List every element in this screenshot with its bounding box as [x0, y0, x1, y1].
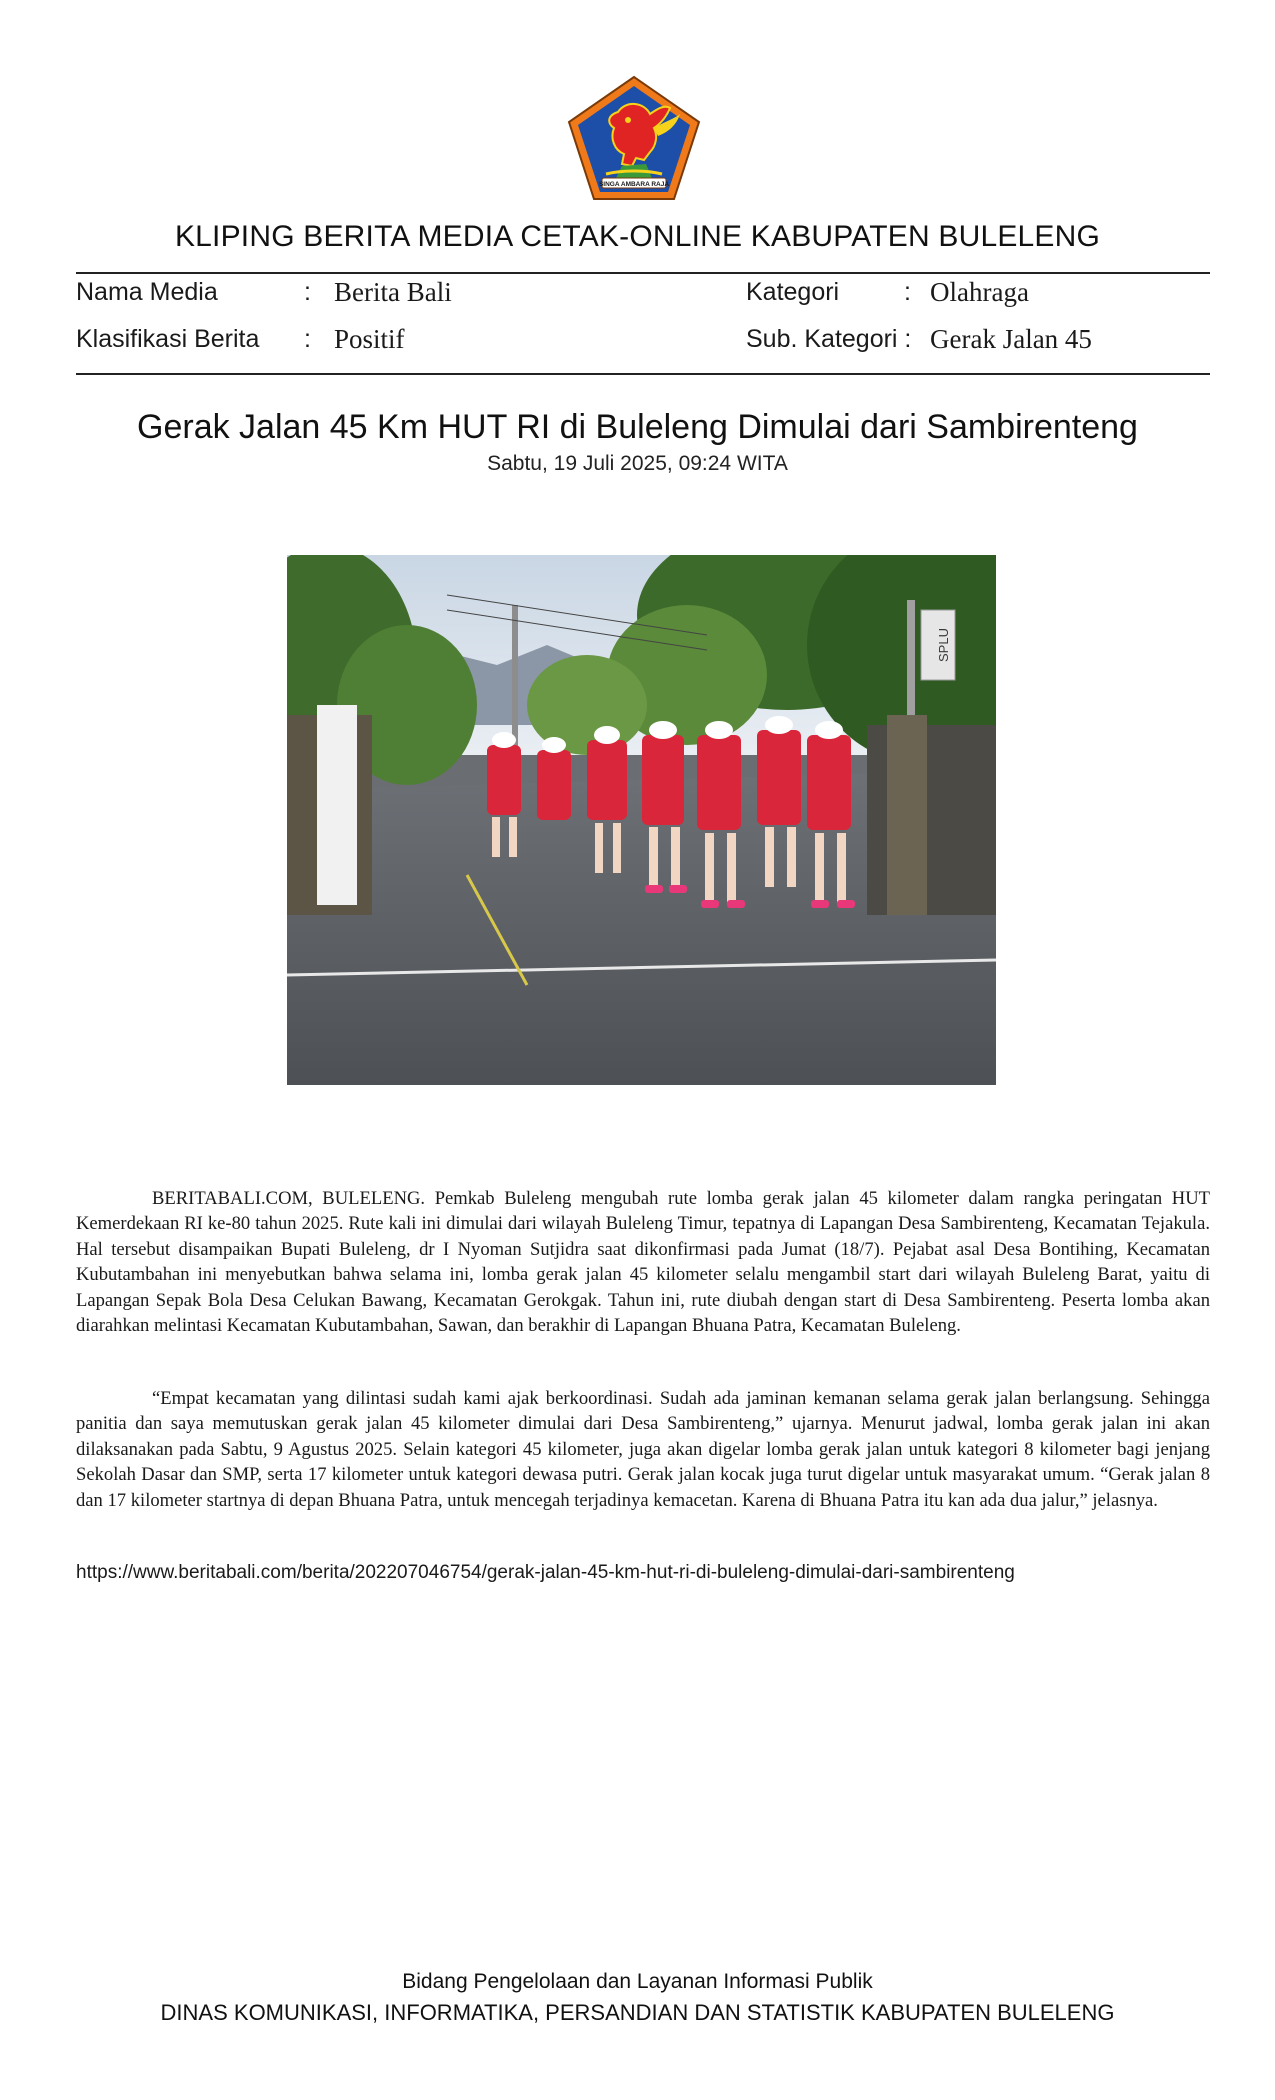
- article-headline: Gerak Jalan 45 Km HUT RI di Buleleng Dimulai dari Sambirenteng: [137, 408, 1138, 446]
- klasifikasi-value: Positif: [334, 324, 405, 354]
- klasifikasi-colon: :: [304, 325, 311, 353]
- header-divider-bottom: [76, 373, 1210, 375]
- photo-sign-text: SPLU: [936, 628, 951, 662]
- buleleng-emblem-logo: [566, 74, 702, 202]
- klasifikasi-label: Klasifikasi Berita: [76, 325, 260, 353]
- article-paragraph-1: BERITABALI.COM, BULELENG. Pemkab Buleleng mengubah rute lomba gerak jalan 45 kilometer dalam rangka peringatan HUT Kemerdekaan RI ke-80 tahun 2025. Rute kali ini dimulai dari wilayah Buleleng Timur, tepatnya di Lapangan Desa Sambirenteng, Kecamatan Tejakula. Hal tersebut disampaikan Bupati Buleleng, dr I Nyoman Sutjidra saat dikonfirmasi pada Jumat (18/7). Pejabat asal Desa Bontihing, Kecamatan Kubutambahan ini menyebutkan bahwa selama ini, lomba gerak jalan 45 kilometer selalu mengambil start dari wilayah Buleleng Barat, yaitu di Lapangan Sepak Bola Desa Celukan Bawang, Kecamatan Gerokgak. Tahun ini, rute diubah dengan start di Desa Sambirenteng. Peserta lomba akan diarahkan melintasi Kecamatan Kubutambahan, Sawan, dan berakhir di Lapangan Bhuana Patra, Kecamatan Buleleng.: [76, 1188, 1210, 1337]
- footer-department: Bidang Pengelolaan dan Layanan Informasi Publik: [402, 1970, 873, 1993]
- article-photo: [287, 555, 996, 1085]
- kategori-label: Kategori: [746, 278, 840, 306]
- source-link[interactable]: https://www.beritabali.com/berita/202207046754/gerak-jalan-45-km-hut-ri-di-buleleng-dimulai-dari-sambirenteng: [76, 1562, 1015, 1583]
- footer-agency: DINAS KOMUNIKASI, INFORMATIKA, PERSANDIAN DAN STATISTIK KABUPATEN BULELENG: [160, 2000, 1115, 2025]
- media-value: Berita Bali: [334, 277, 452, 307]
- emblem-motto-text: SINGA AMBARA RAJA: [598, 181, 670, 188]
- kategori-value: Olahraga: [930, 277, 1029, 307]
- meta-row-2: [0, 325, 1275, 361]
- kategori-colon: :: [904, 278, 911, 306]
- document-title: KLIPING BERITA MEDIA CETAK-ONLINE KABUPATEN BULELENG: [174, 220, 1101, 253]
- media-colon: :: [304, 278, 311, 306]
- sub-kategori-value: Gerak Jalan 45: [930, 324, 1092, 354]
- header-divider-top: [76, 272, 1210, 274]
- article-paragraph-2: “Empat kecamatan yang dilintasi sudah kami ajak berkoordinasi. Sudah ada jaminan kemanan selama gerak jalan berlangsung. Sehingga panitia dan saya memutuskan gerak jalan 45 kilometer dimulai dari Desa Sambirenteng,” ujarnya. Menurut jadwal, lomba gerak jalan ini akan dilaksanakan pada Sabtu, 9 Agustus 2025. Selain kategori 45 kilometer, juga akan digelar lomba gerak jalan untuk kategori 8 kilometer bagi jenjang Sekolah Dasar dan SMP, serta 17 kilometer untuk kategori dewasa putri. Gerak jalan kocak juga turut digelar untuk masyarakat umum. “Gerak jalan 8 dan 17 kilometer startnya di depan Bhuana Patra, untuk mencegah terjadinya kemacetan. Karena di Bhuana Patra itu kan ada dua jalur,” jelasnya.: [76, 1388, 1210, 1511]
- meta-row-1: [0, 278, 1275, 314]
- media-label: Nama Media: [76, 278, 218, 306]
- sub-kategori-label: Sub. Kategori :: [746, 325, 912, 353]
- article-dateline: Sabtu, 19 Juli 2025, 09:24 WITA: [487, 452, 788, 475]
